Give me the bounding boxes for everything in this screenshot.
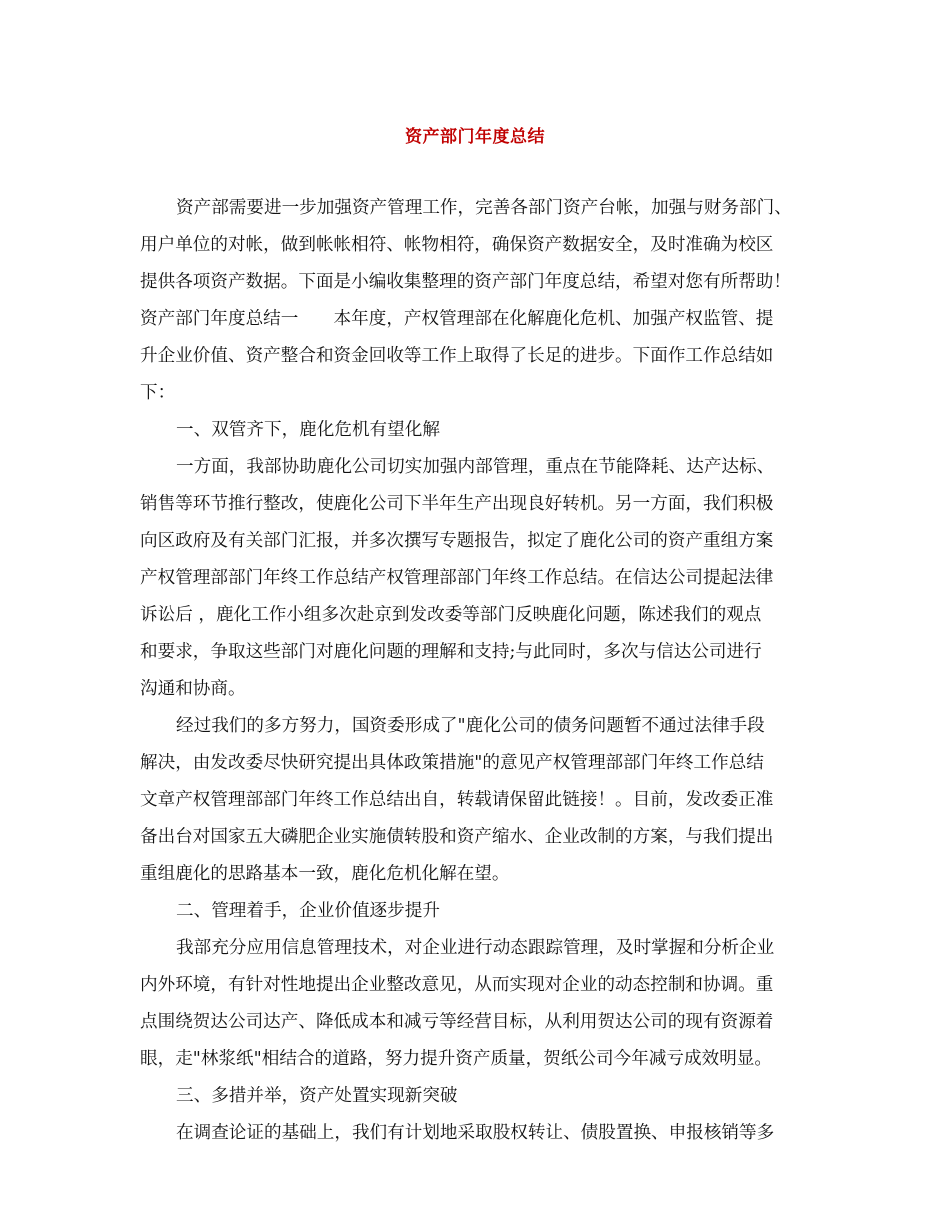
document-title: 资产部门年度总结: [405, 127, 545, 147]
text-line: 资产部需要进一步加强资产管理工作，完善各部门资产台帐，加强与财务部门、: [176, 198, 792, 218]
text-line: 点围绕贺达公司达产、降低成本和减亏等经营目标，从利用贺达公司的现有资源着: [140, 1012, 774, 1032]
text-line: 内外环境，有针对性地提出企业整改意见，从而实现对企业的动态控制和协调。重: [140, 975, 774, 995]
text-line: 解决，由发改委尽快研究提出具体政策措施"的意见产权管理部部门年终工作总结: [140, 753, 764, 773]
text-line: 一方面，我部协助鹿化公司切实加强内部管理，重点在节能降耗、达产达标、: [176, 457, 775, 477]
text-line: 用户单位的对帐，做到帐帐相符、帐物相符，确保资产数据安全，及时准确为校区: [140, 235, 774, 255]
document-body: [140, 190, 815, 1152]
text-line: 产权管理部部门年终工作总结产权管理部部门年终工作总结。在信达公司提起法律: [140, 568, 774, 588]
text-line: 眼，走"林浆纸"相结合的道路，努力提升资产质量，贺纸公司今年减亏成效明显。: [140, 1049, 772, 1069]
text-line: 销售等环节推行整改，使鹿化公司下半年生产出现良好转机。另一方面，我们积极: [140, 494, 774, 514]
text-line: 文章产权管理部部门年终工作总结出自，转载请保留此链接！。目前，发改委正准: [140, 790, 774, 810]
text-line: 经过我们的多方努力，国资委形成了"鹿化公司的债务问题暂不通过法律手段: [176, 716, 765, 736]
text-line: 升企业价值、资产整合和资金回收等工作上取得了长足的进步。下面作工作总结如: [140, 346, 774, 366]
text-line: 备出台对国家五大磷肥企业实施债转股和资产缩水、企业改制的方案，与我们提出: [140, 827, 774, 847]
text-line: 诉讼后 ，鹿化工作小组多次赴京到发改委等部门反映鹿化问题，陈述我们的观点: [140, 605, 762, 625]
text-line: 资产部门年度总结一 本年度，产权管理部在化解鹿化危机、加强产权监管、提: [140, 309, 774, 329]
text-line: 重组鹿化的思路基本一致，鹿化危机化解在望。: [140, 864, 510, 884]
text-line: 沟通和协商。: [140, 679, 246, 699]
text-line: 在调查论证的基础上，我们有计划地采取股权转让、债股置换、申报核销等多: [176, 1123, 775, 1143]
text-line: 和要求，争取这些部门对鹿化问题的理解和支持;与此同时，多次与信达公司进行: [140, 642, 762, 662]
text-line: 我部充分应用信息管理技术，对企业进行动态跟踪管理，及时掌握和分析企业: [176, 938, 775, 958]
section-heading: 二、管理着手，企业价值逐步提升: [176, 901, 440, 921]
text-line: 向区政府及有关部门汇报，并多次撰写专题报告，拟定了鹿化公司的资产重组方案: [140, 531, 774, 551]
text-line: 下：: [140, 383, 176, 403]
section-heading: 三、多措并举，资产处置实现新突破: [176, 1086, 458, 1106]
text-line: 提供各项资产数据。下面是小编收集整理的资产部门年度总结，希望对您有所帮助！: [140, 272, 791, 292]
section-heading: 一、双管齐下，鹿化危机有望化解: [176, 420, 440, 440]
